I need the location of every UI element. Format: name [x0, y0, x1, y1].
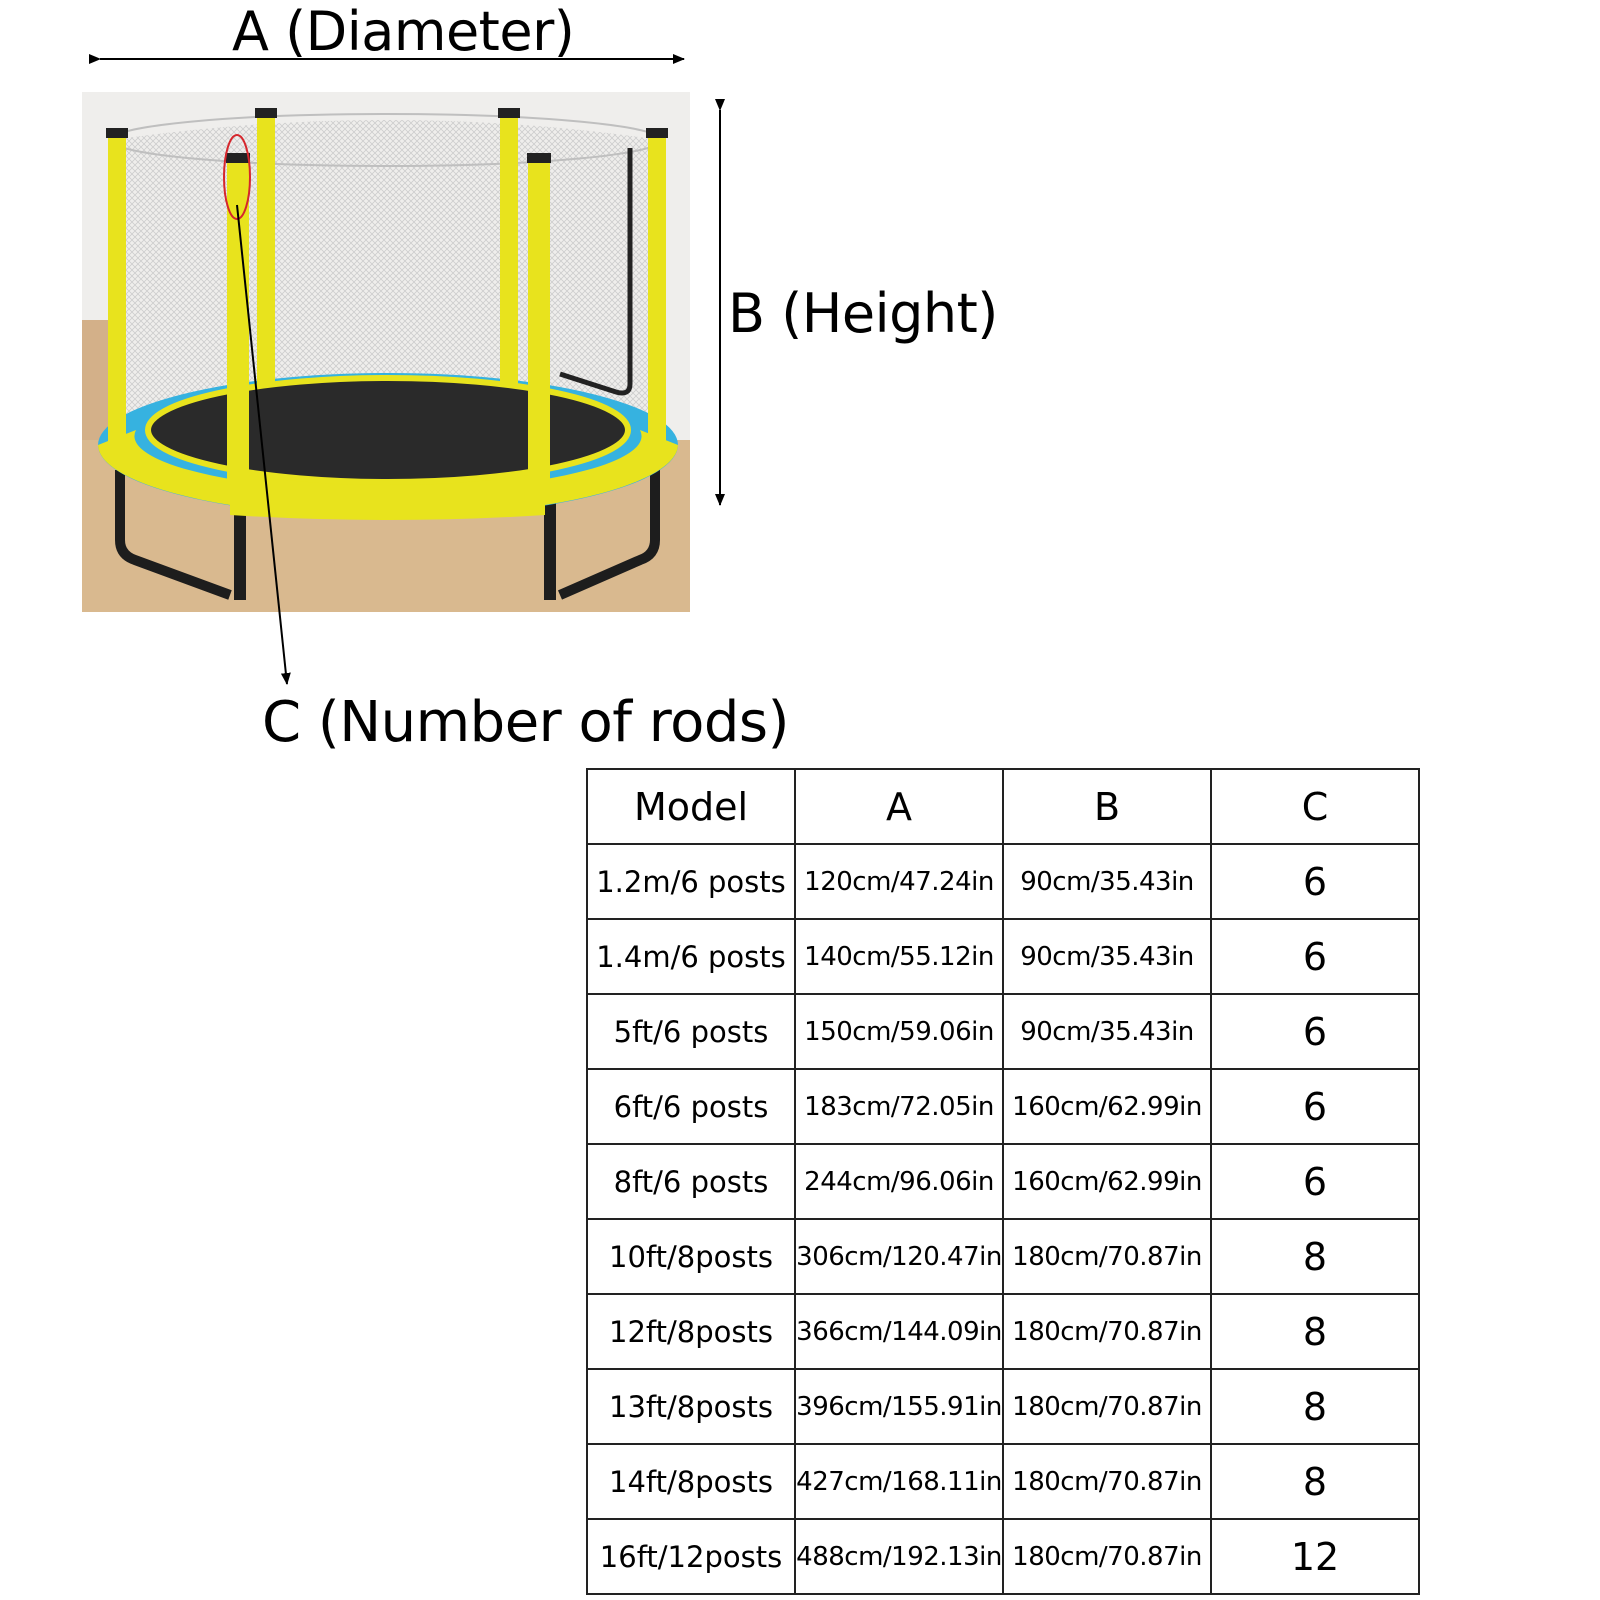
height-cell: 180cm/70.87in	[1003, 1444, 1211, 1519]
rods-cell: 8	[1211, 1294, 1419, 1369]
model-cell: 5ft/6 posts	[587, 994, 795, 1069]
table-row	[587, 919, 1419, 994]
model-cell: 6ft/6 posts	[587, 1069, 795, 1144]
diameter-cell: 150cm/59.06in	[795, 994, 1003, 1069]
model-cell: 8ft/6 posts	[587, 1144, 795, 1219]
model-cell: 1.2m/6 posts	[587, 844, 795, 919]
table-row	[587, 994, 1419, 1069]
table-row	[587, 1144, 1419, 1219]
diameter-cell: 396cm/155.91in	[795, 1369, 1003, 1444]
trampoline-diagram	[0, 0, 1600, 760]
model-cell: 1.4m/6 posts	[587, 919, 795, 994]
table-row	[587, 1519, 1419, 1594]
rods-cell: 12	[1211, 1519, 1419, 1594]
table-row	[587, 1369, 1419, 1444]
diameter-cell: 183cm/72.05in	[795, 1069, 1003, 1144]
size-spec-table	[586, 768, 1420, 1595]
rods-cell: 8	[1211, 1444, 1419, 1519]
height-cell: 160cm/62.99in	[1003, 1069, 1211, 1144]
header-b: B	[1003, 769, 1211, 844]
rods-cell: 6	[1211, 919, 1419, 994]
header-model: Model	[587, 769, 795, 844]
model-cell: 12ft/8posts	[587, 1294, 795, 1369]
rods-cell: 8	[1211, 1219, 1419, 1294]
height-cell: 90cm/35.43in	[1003, 844, 1211, 919]
rods-cell: 6	[1211, 844, 1419, 919]
diameter-cell: 306cm/120.47in	[795, 1219, 1003, 1294]
model-cell: 14ft/8posts	[587, 1444, 795, 1519]
diameter-cell: 488cm/192.13in	[795, 1519, 1003, 1594]
header-a: A	[795, 769, 1003, 844]
rods-cell: 6	[1211, 1144, 1419, 1219]
trampoline-photo	[82, 92, 690, 612]
diameter-cell: 120cm/47.24in	[795, 844, 1003, 919]
table-row	[587, 1069, 1419, 1144]
diameter-cell: 427cm/168.11in	[795, 1444, 1003, 1519]
height-cell: 90cm/35.43in	[1003, 994, 1211, 1069]
height-cell: 90cm/35.43in	[1003, 919, 1211, 994]
height-cell: 180cm/70.87in	[1003, 1219, 1211, 1294]
model-cell: 13ft/8posts	[587, 1369, 795, 1444]
model-cell: 10ft/8posts	[587, 1219, 795, 1294]
rods-cell: 6	[1211, 994, 1419, 1069]
height-cell: 160cm/62.99in	[1003, 1144, 1211, 1219]
diameter-label: A (Diameter)	[232, 0, 575, 63]
table-row	[587, 1294, 1419, 1369]
height-cell: 180cm/70.87in	[1003, 1294, 1211, 1369]
height-cell: 180cm/70.87in	[1003, 1369, 1211, 1444]
diameter-cell: 140cm/55.12in	[795, 919, 1003, 994]
rods-label: C (Number of rods)	[262, 690, 789, 755]
model-cell: 16ft/12posts	[587, 1519, 795, 1594]
rods-cell: 8	[1211, 1369, 1419, 1444]
height-label: B (Height)	[728, 282, 998, 345]
height-cell: 180cm/70.87in	[1003, 1519, 1211, 1594]
table-header-row	[587, 769, 1419, 844]
diameter-cell: 366cm/144.09in	[795, 1294, 1003, 1369]
table-row	[587, 844, 1419, 919]
table-row	[587, 1219, 1419, 1294]
header-c: C	[1211, 769, 1419, 844]
table-row	[587, 1444, 1419, 1519]
rods-cell: 6	[1211, 1069, 1419, 1144]
diameter-cell: 244cm/96.06in	[795, 1144, 1003, 1219]
